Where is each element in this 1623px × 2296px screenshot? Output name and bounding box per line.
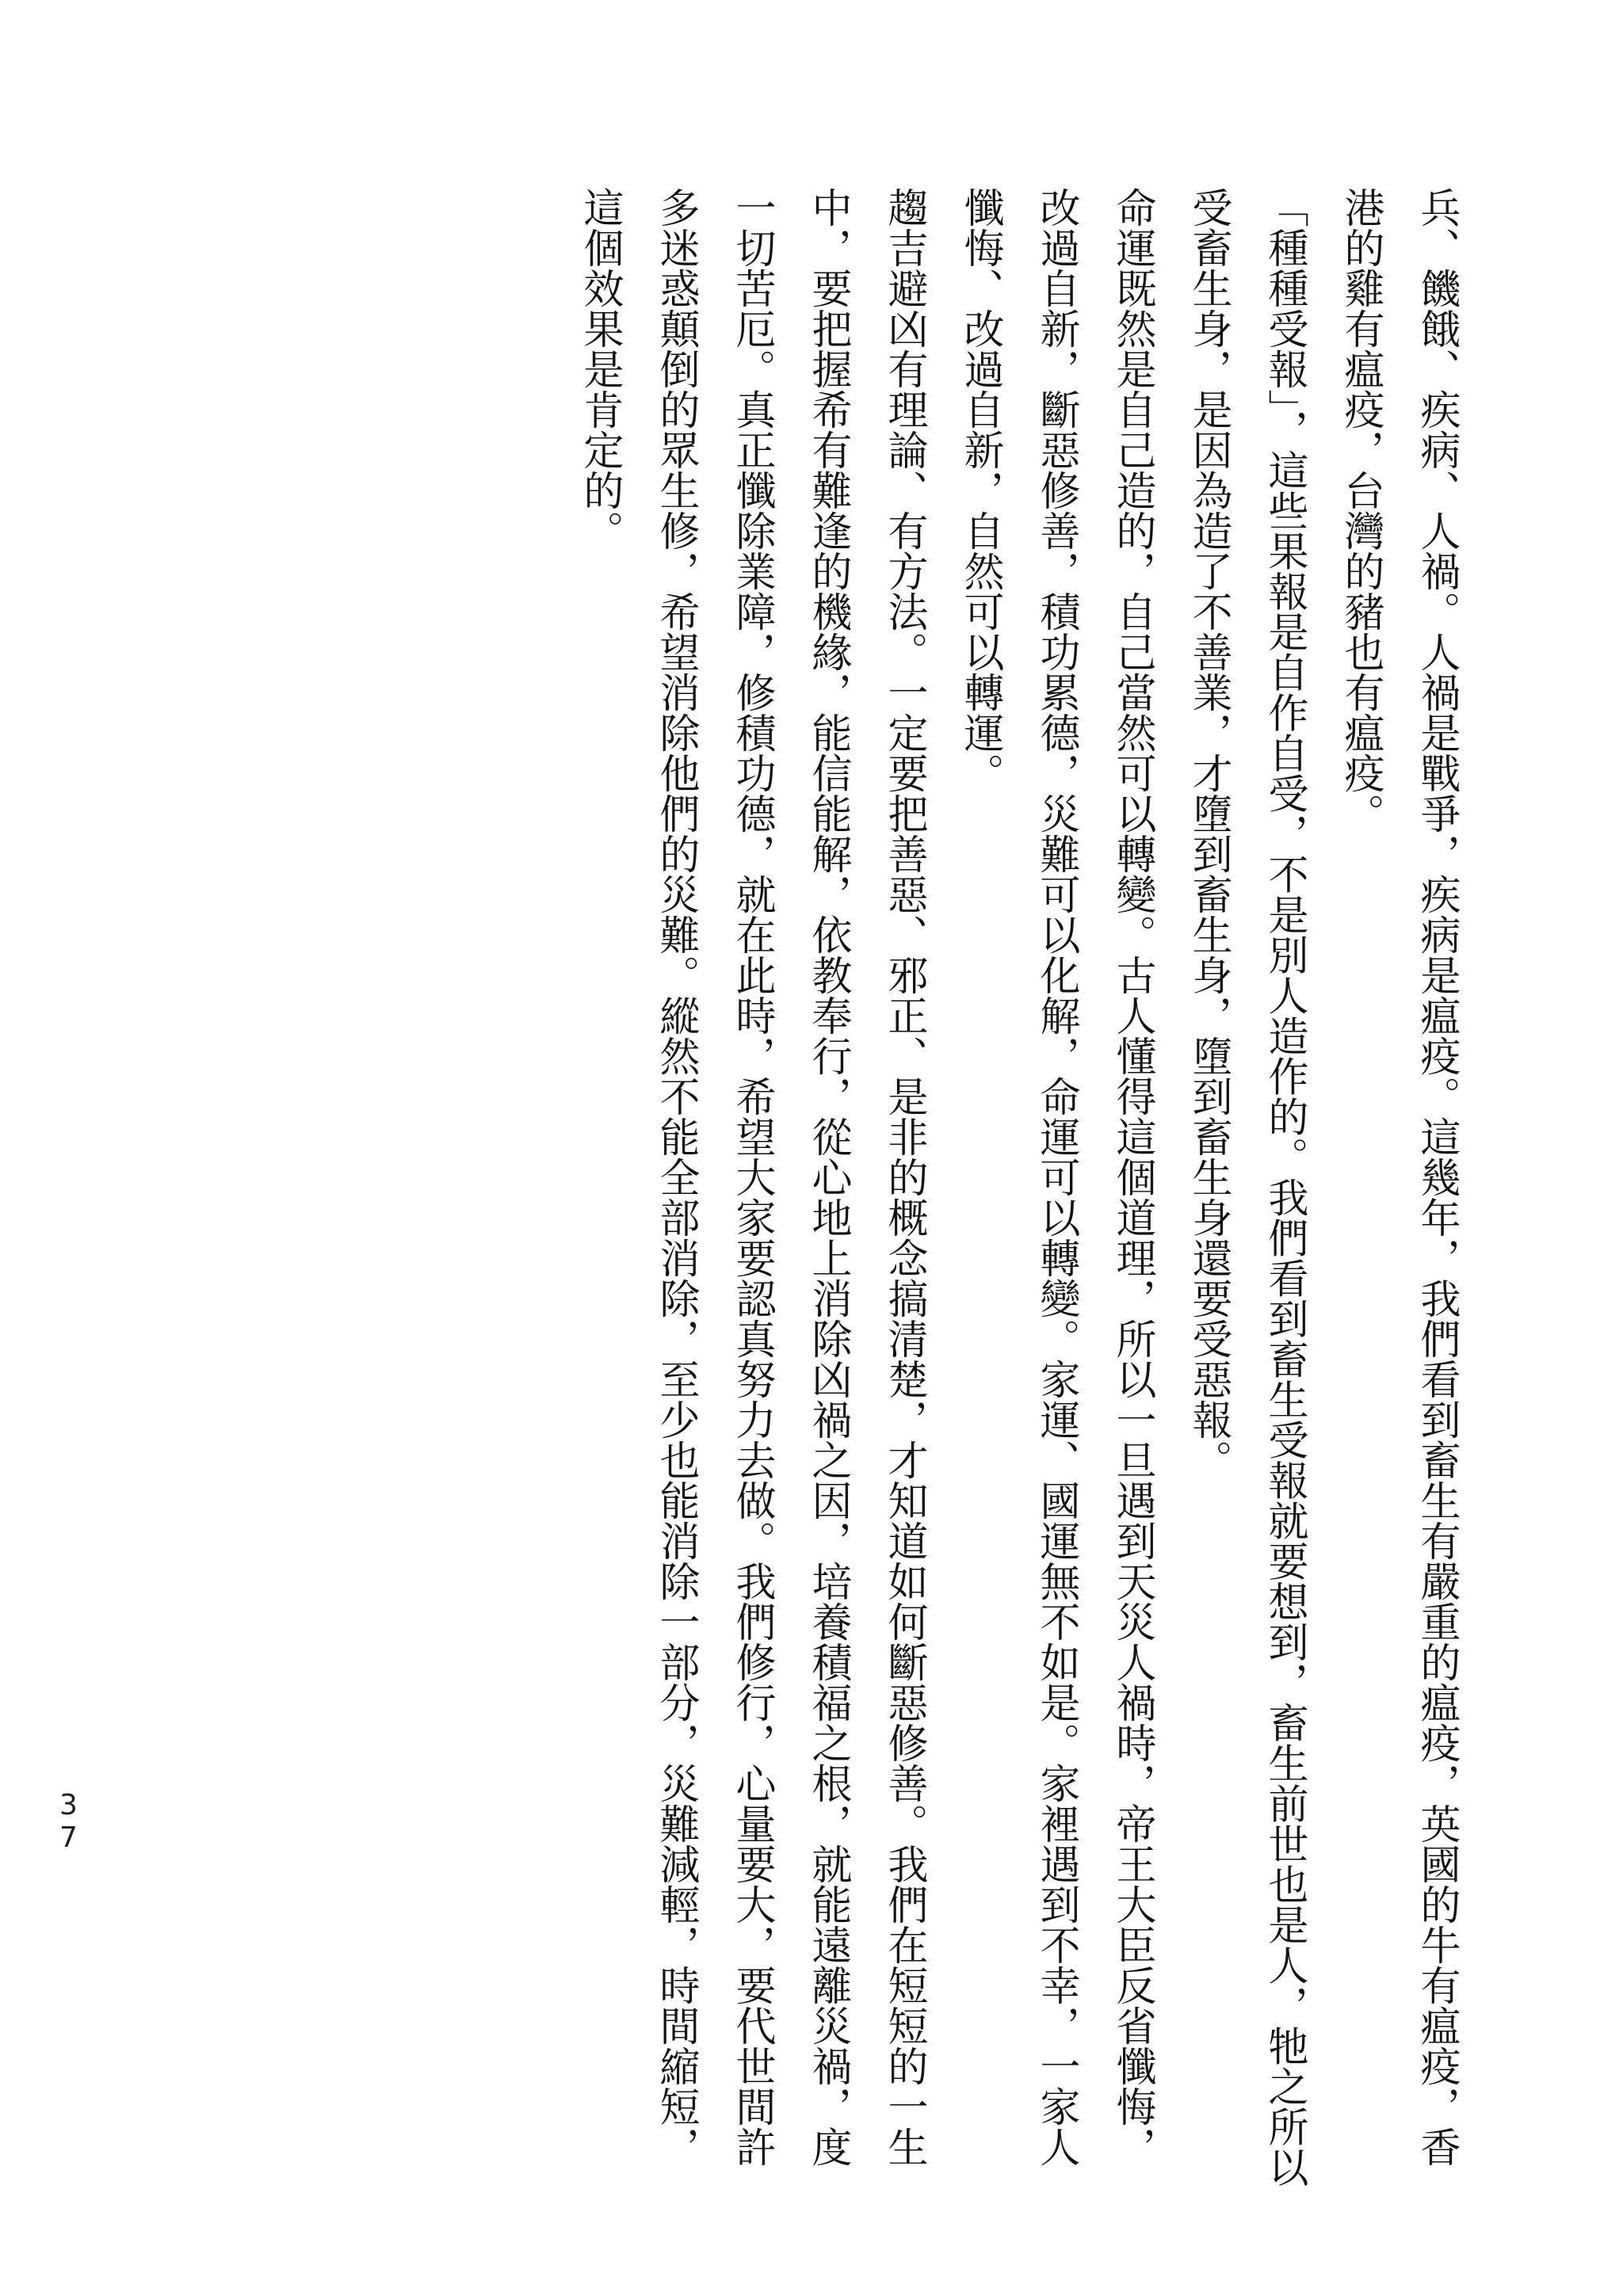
paragraph-3-text: 命運既然是自己造的，自己當然可以轉變。古人懂得這個道理，所以一旦遇到天災人禍時，帝王大臣反省懺悔，改過自新，斷惡修善，積功累德，災難可以化解，命運可以轉變。家運、國運無不如是。家裡遇到不幸，一家人懺悔、改過自新，自然可以轉運。 [957,187,1155,2167]
paragraph-2-text: 「種種受報」，這些果報是自作自受，不是別人造作的。我們看到畜生受報就要想到，畜生前世也是人，牠之所以受畜生身，是因為造了不善業，才墮到畜生身，墮到畜生身還要受惡報。 [1185,187,1308,2187]
paragraph-3 [941,187,1170,2199]
page-number: 37 [52,1789,85,1854]
vertical-text-body [561,187,1474,2199]
paragraph-2 [1170,187,1322,2199]
paragraph-4-text: 趨吉避凶有理論、有方法。一定要把善惡、邪正、是非的概念搞清楚，才知道如何斷惡修善。我們在短短的一生中，要把握希有難逢的機緣，能信能解，依教奉行，從心地上消除凶禍之因，培養積福之根，就能遠離災禍，度一切苦厄。真正懺除業障，修積功德，就在此時，希望大家要認真努力去做。我們修行，心量要大，要代世間許多迷惑顛倒的眾生修，希望消除他們的災難。縱然不能全部消除，至少也能消除一部分，災難減輕，時間縮短，這個效果是肯定的。 [576,187,927,2167]
paragraph-4 [561,187,941,2199]
paragraph-1: 兵、饑餓、疾病、人禍。人禍是戰爭，疾病是瘟疫。這幾年，我們看到畜生有嚴重的瘟疫，英國的牛有瘟疫，香港的雞有瘟疫，台灣的豬也有瘟疫。 [1337,187,1460,2167]
